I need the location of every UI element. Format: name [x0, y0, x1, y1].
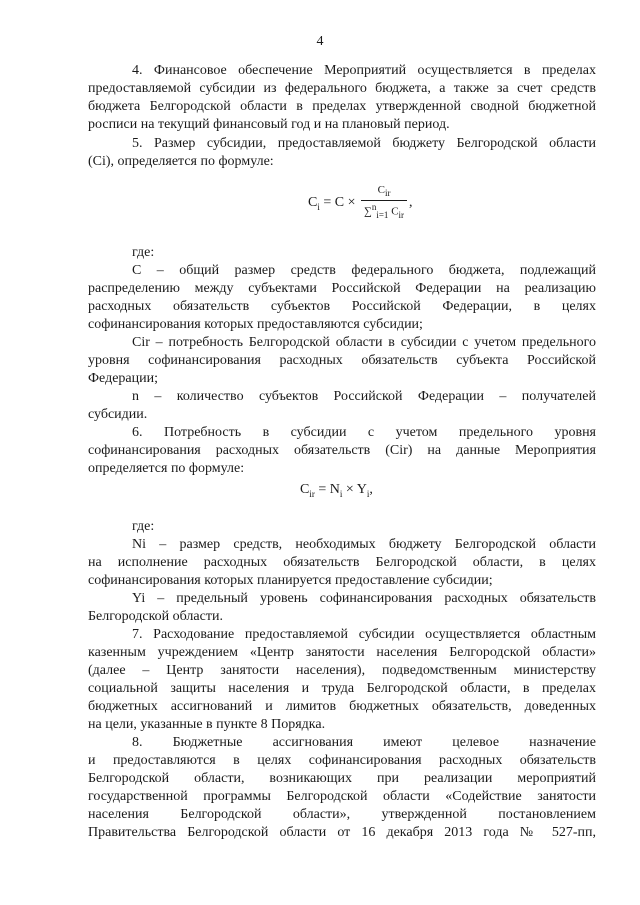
text-line: (Сi), определяется по формуле:	[88, 154, 274, 170]
text-line: 5. Размер субсидии, предоставляемой бюджету Белгородской области	[132, 136, 596, 151]
text-line: субсидии.	[88, 407, 148, 423]
text-line: росписи на текущий финансовый год и на плановый период.	[88, 117, 450, 133]
text-line: 7. Расходование предоставляемой субсидии осуществляется областным	[132, 627, 596, 642]
paragraph-7	[88, 626, 596, 735]
text-line: 4. Финансовое обеспечение Мероприятий осуществляется в пределах	[132, 63, 596, 78]
paragraph-8	[88, 734, 596, 843]
text-line: бюджетных ассигнований и лимитов бюджетных обязательств, доведенных	[88, 699, 596, 715]
formula-need: $С_{ir} = N_i \times Y_i$,	[300, 482, 373, 499]
text-line: софинансирования которых предоставляются субсидии;	[88, 317, 423, 333]
text-line: 8. Бюджетные ассигнования имеют целевое назначение	[132, 735, 596, 750]
page-number: 4	[316, 34, 324, 49]
text-line: бюджета Белгородской области в пределах утвержденной сводной бюджетной	[88, 99, 596, 115]
where-label-2: где:	[132, 519, 155, 534]
text-line: Белгородской области, возникающих при реализации мероприятий	[88, 771, 596, 787]
text-line: на цели, указанные в пункте 8 Порядка.	[88, 717, 326, 733]
text-line: распределению между субъектами Российской Федерации на реализацию	[88, 281, 596, 297]
text-line: Ni – размер средств, необходимых бюджету Белгородской области	[132, 537, 596, 552]
paragraph-4	[88, 62, 596, 134]
definition-cir	[88, 334, 596, 388]
text-line: (далее – Центр занятости населения), подведомственным министерству	[88, 663, 596, 679]
definition-n	[88, 388, 596, 424]
fraction: $\frac{С_{ir}}{\sum^n_{i=1} С_{ir}}$	[361, 184, 407, 222]
text-line: на исполнение расходных обязательств Белгородской области, в целях	[88, 555, 596, 571]
paragraph-5	[88, 135, 596, 171]
text-line: Yi – предельный уровень софинансирования расходных обязательств	[132, 591, 596, 606]
text-line: Сir – потребность Белгородской области в субсидии с учетом предельного	[132, 335, 596, 350]
text-line: социальной защиты населения и труда Белгородской области, в пределах	[88, 681, 596, 697]
text-line: предоставляемой субсидии из федерального бюджета, а также за счет средств	[88, 81, 596, 97]
text-line: и предоставляются в целях софинансирования расходных обязательств	[88, 753, 596, 769]
text-line: определяется по формуле:	[88, 461, 245, 477]
definition-ni	[88, 536, 596, 590]
text-line: населения Белгородской области», утвержденной постановлением	[88, 807, 596, 823]
text-line: софинансирования которых планируется предоставление субсидии;	[88, 573, 493, 589]
text-line: 6. Потребность в субсидии с учетом предельного уровня	[132, 425, 596, 440]
text-line: Белгородской области.	[88, 609, 223, 625]
text-line: уровня софинансирования расходных обязательств субъекта Российской	[88, 353, 596, 369]
text-line: государственной программы Белгородской области «Содействие занятости	[88, 789, 596, 805]
formula-subsidy: $С_i = С$ × $\frac{С_{ir}}{\sum^n_{i=1} С_{ir}}$ ,	[308, 184, 413, 221]
text-line: расходных обязательств субъектов Российской Федерации, в целях	[88, 299, 596, 315]
definition-yi	[88, 590, 596, 626]
definition-c	[88, 262, 596, 334]
text-line: казенным учреждением «Центр занятости населения Белгородской области»	[88, 645, 596, 661]
text-line: Федерации;	[88, 371, 159, 387]
text-line: С – общий размер средств федерального бюджета, подлежащий	[132, 263, 596, 278]
where-label-1: где:	[132, 245, 155, 260]
paragraph-6	[88, 424, 596, 478]
text-line: софинансирования расходных обязательств (Сir) на данные Мероприятия	[88, 443, 596, 459]
text-line: Правительства Белгородской области от 16 декабря 2013 года № 527-пп,	[88, 825, 596, 841]
text-line: n – количество субъектов Российской Федерации – получателей	[132, 389, 596, 404]
